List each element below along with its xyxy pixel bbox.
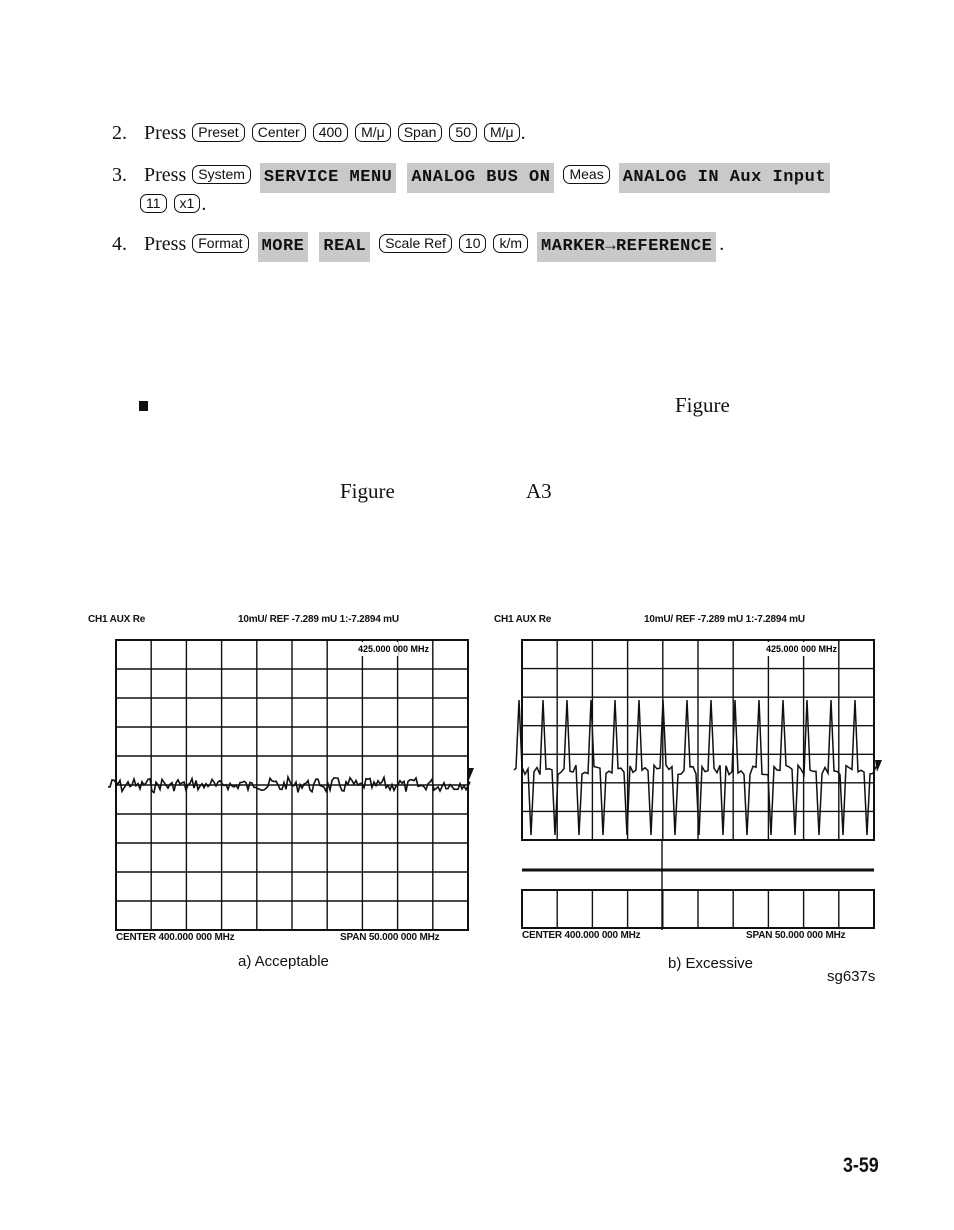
mega-micro-key: M/μ: [355, 123, 391, 142]
step-number: 3.: [112, 164, 127, 186]
footer-left: CENTER 400.000 000 MHz: [116, 932, 235, 943]
header-left: CH1 AUX Re: [88, 614, 146, 625]
footer-left: CENTER 400.000 000 MHz: [522, 930, 641, 941]
header-right: 10mU/ REF -7.289 mU 1:-7.2894 mU: [238, 614, 399, 625]
footer-right: SPAN 50.000 000 MHz: [340, 932, 440, 943]
center-key: Center: [252, 123, 306, 142]
service-menu-softkey: SERVICE MENU: [260, 163, 396, 193]
analog-in-aux-input-softkey: ANALOG IN Aux Input: [619, 163, 830, 193]
trace-display: [494, 630, 894, 950]
marker-reference-softkey: MARKER→REFERENCE: [537, 232, 716, 262]
preset-key: Preset: [192, 123, 244, 142]
figure-reference: Figure: [675, 393, 730, 417]
step-end: .: [520, 122, 526, 144]
step-number: 4.: [112, 233, 127, 255]
kilo-milli-key: k/m: [493, 234, 528, 253]
figure-excessive: [494, 610, 894, 980]
bullet-icon: [139, 401, 148, 411]
trace-display: [88, 630, 478, 950]
step-end: .: [719, 233, 725, 255]
footer-right: SPAN 50.000 000 MHz: [746, 930, 846, 941]
figure-acceptable: [88, 610, 478, 980]
figure-caption: a) Acceptable: [238, 953, 329, 970]
more-softkey: MORE: [258, 232, 309, 262]
press-label: Press: [144, 233, 187, 255]
key-400: 400: [313, 123, 348, 142]
step-3-continued: [139, 191, 206, 217]
step-end: .: [201, 193, 207, 215]
span-key: Span: [398, 123, 443, 142]
system-key: System: [192, 165, 251, 184]
figure-id: sg637s: [827, 968, 876, 985]
step-4: [112, 231, 724, 262]
step-number: 2.: [112, 122, 127, 144]
header-left: CH1 AUX Re: [494, 614, 552, 625]
meas-key: Meas: [563, 165, 609, 184]
marker-readout: 425.000 000 MHz: [358, 644, 430, 654]
trace-line: [514, 700, 876, 835]
assembly-reference: A3: [526, 479, 552, 503]
real-softkey: REAL: [319, 232, 370, 262]
key-11: 11: [140, 194, 167, 213]
figure-reference: Figure: [340, 479, 395, 503]
step-3: [112, 162, 833, 193]
analog-bus-on-softkey: ANALOG BUS ON: [407, 163, 554, 193]
mega-micro-key: M/μ: [484, 123, 520, 142]
page-number: 3-59: [843, 1154, 879, 1177]
marker-readout: 425.000 000 MHz: [766, 644, 838, 654]
x1-key: x1: [174, 194, 201, 213]
scale-ref-key: Scale Ref: [379, 234, 452, 253]
key-50: 50: [449, 123, 477, 142]
figure-caption: b) Excessive: [668, 955, 754, 972]
step-2: [112, 120, 526, 146]
key-10: 10: [459, 234, 487, 253]
marker-icon: [875, 760, 882, 772]
format-key: Format: [192, 234, 248, 253]
press-label: Press: [144, 164, 187, 186]
press-label: Press: [144, 122, 187, 144]
header-right: 10mU/ REF -7.289 mU 1:-7.2894 mU: [644, 614, 805, 625]
